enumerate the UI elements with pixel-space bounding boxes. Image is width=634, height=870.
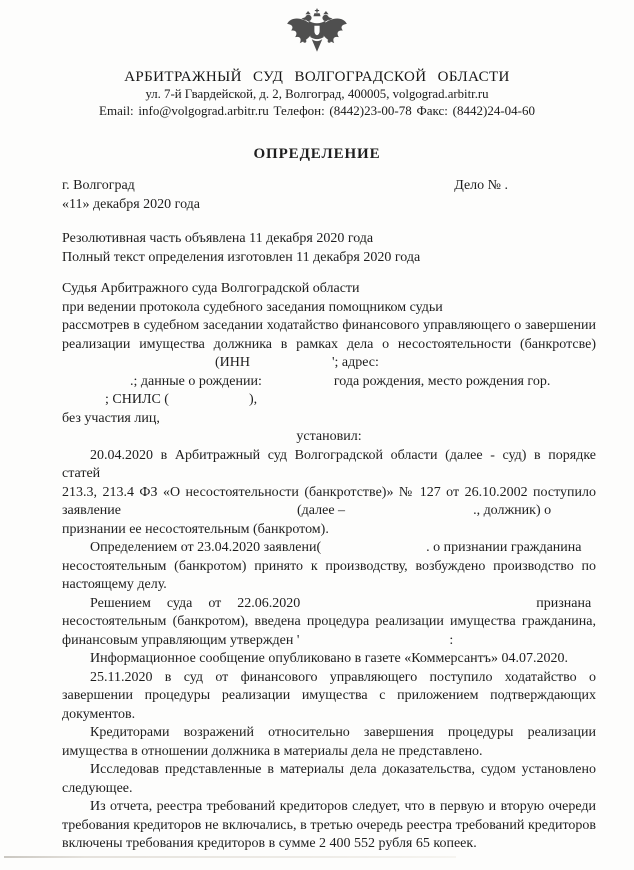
doc-line: (ИНН '; адрес: xyxy=(62,354,596,373)
doc-line: Из отчета, реестра требований кредиторов следует, что в первую и вторую очереди xyxy=(90,799,596,814)
doc-line: Решением суда от 22.06.2020 признана xyxy=(90,595,592,611)
court-address: ул. 7-й Гвардейской, д. 2, Волгоград, 400005, volgograd.arbitr.ru xyxy=(145,87,489,101)
doc-line: финансовым управляющим утвержден ' : xyxy=(62,632,454,648)
doc-line: рассмотрев в судебном заседании ходатайство финансового управляющего о завершении xyxy=(62,318,596,333)
doc-line: следующее. xyxy=(62,780,133,796)
court-letterhead xyxy=(0,0,634,119)
doc-line: Кредиторами возражений относительно завершения процедуры реализации xyxy=(90,725,596,740)
doc-line: 25.11.2020 в суд от финансового управляющего поступило ходатайство о xyxy=(90,669,596,685)
doc-line: признании ее несостоятельным (банкротом). xyxy=(62,521,329,537)
redaction-gap xyxy=(262,384,334,385)
doc-line: заявление (далее – ., должник) о xyxy=(62,503,552,518)
court-name: АРБИТРАЖНЫЙ СУД ВОЛГОГРАДСКОЙ ОБЛАСТИ xyxy=(124,69,510,85)
doc-line: включены требования кредиторов в сумме 2 400 552 рубля 65 копеек. xyxy=(62,836,477,851)
doc-line: 20.04.2020 в Арбитражный суд Волгоградской области (далее - суд) в порядке статей xyxy=(62,447,596,481)
resolution-announced-line: Резолютивная часть объявлена 11 декабря 2020 года xyxy=(62,231,374,246)
court-contacts: Email: info@volgograd.arbitr.ru Телефон: (8442)23-00-78 Факс: (8442)24-04-60 xyxy=(99,103,535,118)
doc-line: несостоятельным (банкротом), введена процедура реализации имущества гражданина, xyxy=(62,614,596,629)
doc-line: настоящему делу. xyxy=(62,577,167,592)
doc-line: завершении процедуры реализации имущества с приложением подтверждающих xyxy=(62,688,596,703)
doc-line: .; данные о рождении: года рождения, место рождения гор. xyxy=(62,373,596,392)
doc-line: Исследовав представленные в материалы дела доказательства, судом установлено xyxy=(90,762,596,777)
redaction-gap xyxy=(62,402,105,403)
document-date-label: «11» декабря 2020 года xyxy=(62,196,201,212)
scan-artifact-line xyxy=(4,856,456,858)
doc-line: установил: xyxy=(296,429,362,444)
doc-line: несостоятельным (банкротом) принято к производству, возбуждено производство по xyxy=(62,558,596,574)
doc-line: документов. xyxy=(62,706,136,722)
case-number-label: Дело № . xyxy=(454,178,508,193)
doc-line: Судья Арбитражного суда Волгоградской области xyxy=(62,281,360,296)
doc-line: реализации имущества должника в рамках дела о несостоятельности (банкротсве) xyxy=(62,336,596,352)
doc-line: Определением от 23.04.2020 заявлени( . о признании гражданина xyxy=(90,540,582,555)
meta-row xyxy=(62,177,596,196)
document-content xyxy=(0,177,634,854)
redaction-gap xyxy=(62,384,130,385)
redaction-gap xyxy=(62,365,215,366)
doc-line: Информационное сообщение опубликовано в газете «Коммерсантъ» 04.07.2020. xyxy=(90,651,569,666)
doc-line: требования кредиторов не включались, в третью очередь реестра требований кредиторов xyxy=(62,817,596,833)
redaction-gap xyxy=(345,513,473,514)
redaction-gap xyxy=(321,550,426,551)
redaction-gap xyxy=(169,402,249,403)
redaction-gap xyxy=(151,606,167,607)
redaction-gap xyxy=(299,643,449,644)
full-text-made-line: Полный текст определения изготовлен 11 декабря 2020 года xyxy=(62,249,421,265)
doc-line: имущества в отношении должника в материалы дела не представлено. xyxy=(62,743,483,759)
redaction-gap xyxy=(221,606,237,607)
doc-line: ; СНИЛС ( ), xyxy=(62,391,596,410)
doc-line: при ведении протокола судебного заседания помощником судьи xyxy=(62,299,443,315)
redaction-gap xyxy=(300,606,536,607)
russia-coat-of-arms-icon xyxy=(283,8,351,61)
redaction-gap xyxy=(121,513,297,514)
doc-line: без участия лиц, xyxy=(62,410,160,426)
city-label: г. Волгоград xyxy=(62,178,135,193)
redaction-gap xyxy=(250,365,332,366)
document-body xyxy=(62,280,596,854)
document-title: ОПРЕДЕЛЕНИЕ xyxy=(253,146,381,162)
doc-line: 213.3, 213.4 ФЗ «О несостоятельности (банкротстве)» № 127 от 26.10.2002 поступило xyxy=(62,484,596,500)
redaction-gap xyxy=(192,606,208,607)
